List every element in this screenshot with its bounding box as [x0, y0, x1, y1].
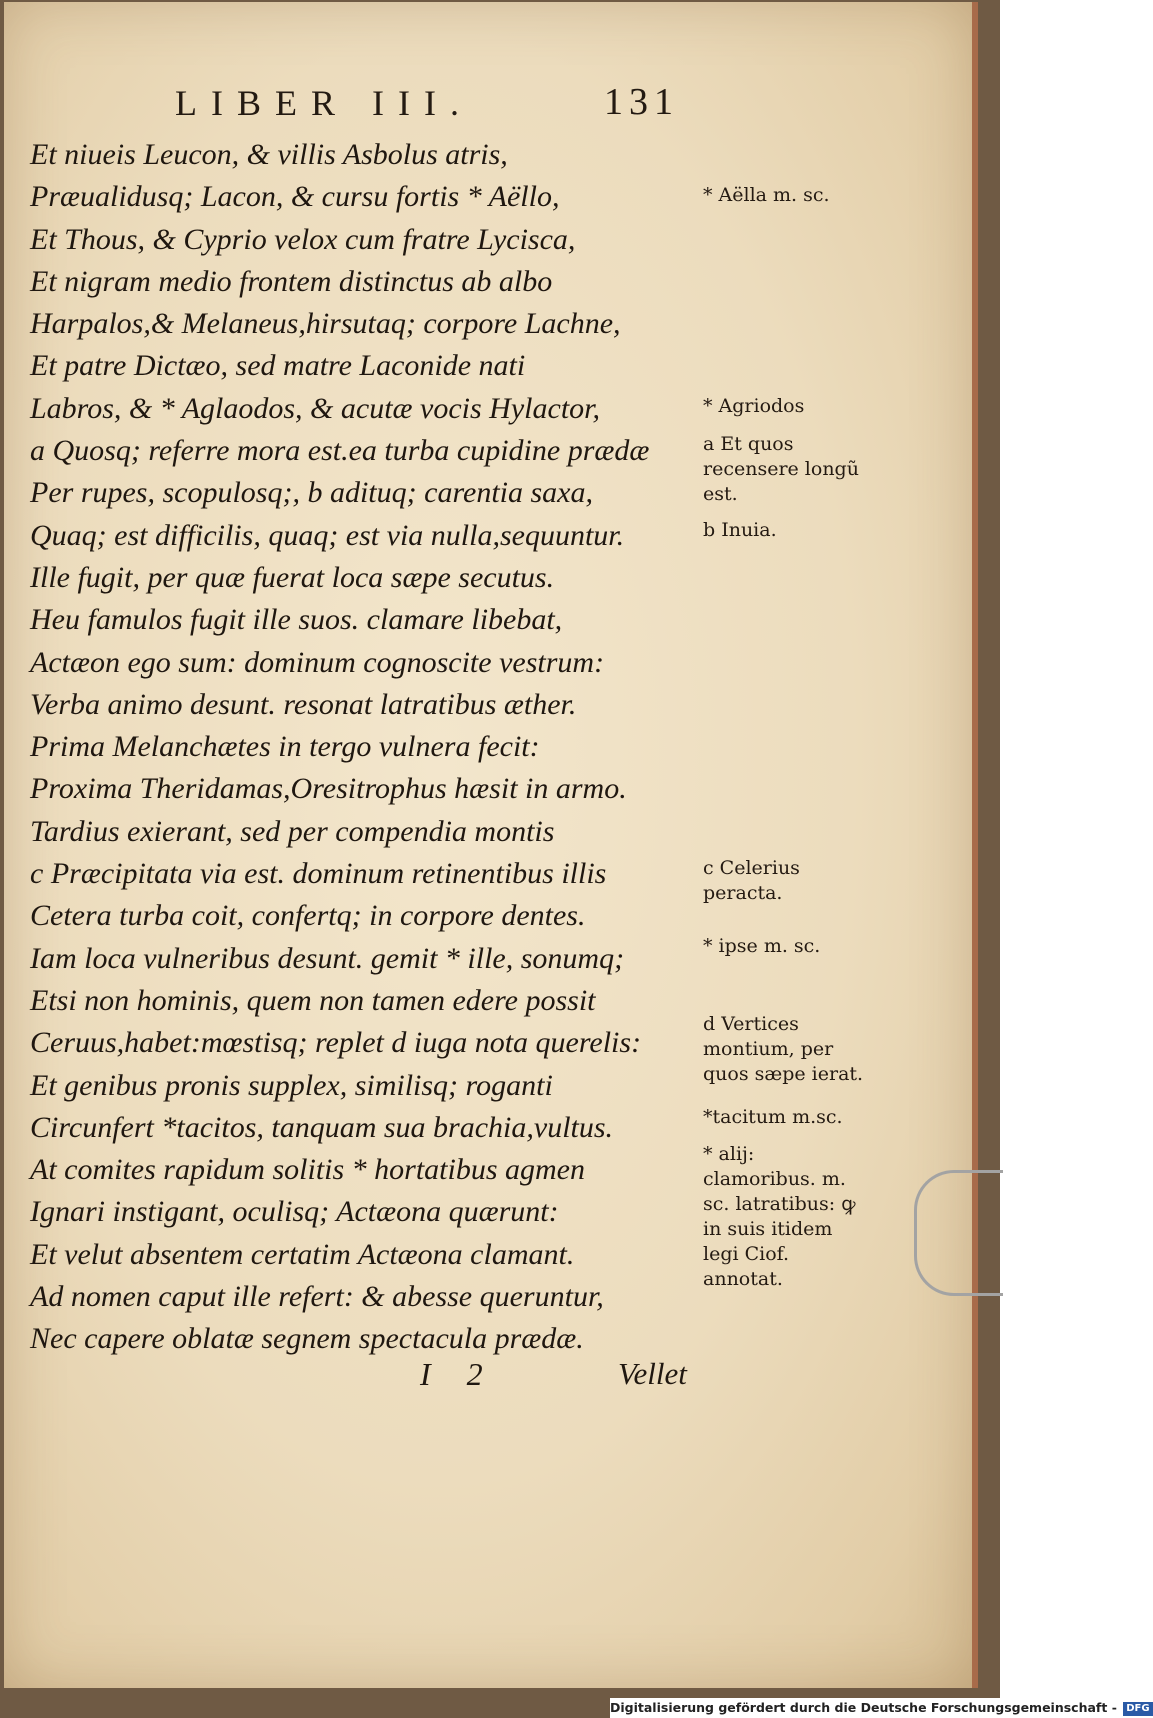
verse-line: Circunfert *tacitos, tanquam sua brachia,vultus.: [30, 1110, 614, 1144]
verse-block: [30, 134, 700, 1361]
verse-line: Ille fugit, per quæ fuerat loca sæpe secutus.: [30, 560, 555, 594]
marginal-note: *tacitum m.sc.: [703, 1106, 843, 1128]
signature-mark: I 2: [420, 1356, 483, 1392]
verse-line: a Quosq; referre mora est.ea turba cupidine prædæ: [30, 434, 650, 468]
digitization-credit: [610, 1698, 1150, 1718]
marginal-note: d Vertices montium, per quos sæpe ierat.: [703, 1013, 864, 1085]
verse-line: Per rupes, scopulosq;, b adituq; carentia saxa,: [30, 476, 593, 510]
dfg-logo: DFG: [1123, 1702, 1152, 1716]
marginal-note: a Et quos recensere longũ est.: [703, 433, 859, 505]
page-clip: [914, 1170, 1003, 1296]
credit-text: Digitalisierung gefördert durch die Deutsche Forschungsgemeinschaft -: [610, 1700, 1117, 1715]
verse-line: Et nigram medio frontem distinctus ab albo: [30, 264, 553, 298]
verse-line: c Præcipitata via est. dominum retinentibus illis: [30, 857, 607, 891]
verse-line: Ignari instigant, oculisq; Actæona quærunt:: [30, 1195, 559, 1229]
verse-line: Etsi non hominis, quem non tamen edere possit: [30, 983, 596, 1017]
verse-line: Proxima Theridamas,Oresitrophus hæsit in armo.: [30, 772, 627, 806]
verse-line: Actæon ego sum: dominum cognoscite vestrum:: [30, 645, 605, 679]
verse-line: At comites rapidum solitis * hortatibus agmen: [30, 1153, 585, 1187]
marginal-note: b Inuia.: [703, 519, 777, 541]
catchword: Vellet: [618, 1356, 687, 1391]
marginal-note: * Aëlla m. sc.: [703, 184, 830, 206]
verse-line: Iam loca vulneribus desunt. gemit * ille, sonumq;: [30, 941, 625, 975]
verse-line: Cetera turba coit, confertq; in corpore dentes.: [30, 899, 586, 933]
verse-line: Heu famulos fugit ille suos. clamare libebat,: [30, 603, 563, 637]
marginal-note: * alij: clamoribus. m. sc. latratibus: ꝙ in suis itidem legi Ciof. annotat.: [703, 1143, 856, 1290]
marginal-note: * ipse m. sc.: [703, 935, 821, 957]
running-head: LIBER III.: [175, 83, 473, 123]
verse-line: Et genibus pronis supplex, similisq; roganti: [30, 1068, 553, 1102]
verse-line: Tardius exierant, sed per compendia montis: [30, 814, 555, 848]
verse-line: Harpalos,& Melaneus,hirsutaq; corpore Lachne,: [30, 307, 621, 341]
verse-line: Et niueis Leucon, & villis Asbolus atris,: [30, 138, 508, 171]
verse-line: Præualidusq; Lacon, & cursu fortis * Aëllo,: [30, 180, 560, 214]
marginal-note: c Celerius peracta.: [703, 857, 800, 904]
verse-line: Et velut absentem certatim Actæona clamant.: [30, 1237, 575, 1271]
verse-line: Et Thous, & Cyprio velox cum fratre Lycisca,: [30, 222, 576, 256]
verse-line: Nec capere oblatæ segnem spectacula prædæ.: [30, 1322, 584, 1356]
verse-line: Verba animo desunt. resonat latratibus æther.: [30, 687, 577, 721]
verse-line: Prima Melanchætes in tergo vulnera fecit:: [30, 730, 540, 764]
folio-number: 131: [604, 81, 679, 123]
verse-line: Ad nomen caput ille refert: & abesse queruntur,: [30, 1280, 604, 1314]
verse-line: Quaq; est difficilis, quaq; est via nulla,sequuntur.: [30, 518, 625, 552]
marginal-note: * Agriodos: [703, 395, 805, 417]
verse-line: Ceruus,habet:mœstisq; replet d iuga nota querelis:: [30, 1026, 642, 1060]
verse-line: Labros, & * Aglaodos, & acutæ vocis Hylactor,: [30, 391, 600, 425]
verse-line: Et patre Dictæo, sed matre Laconide nati: [30, 349, 526, 383]
